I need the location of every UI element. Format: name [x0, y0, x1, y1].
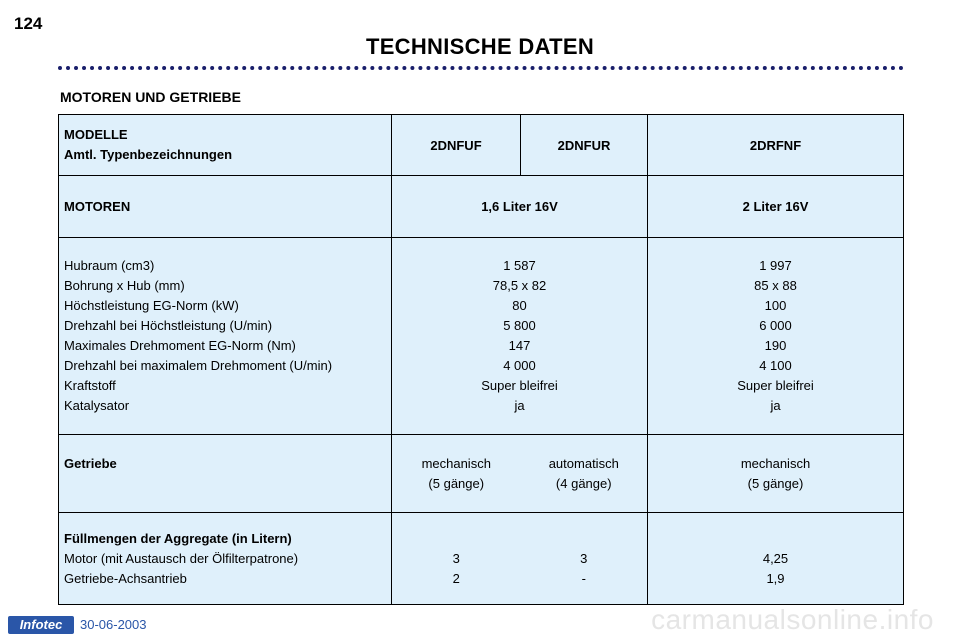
- spec-value: 78,5 x 82: [492, 278, 547, 293]
- gearbox-gears: (5 gänge): [747, 475, 804, 491]
- capacity-cell: [392, 513, 521, 605]
- capacity-value: 4,25: [762, 550, 789, 566]
- section-heading: MOTOREN UND GETRIEBE: [60, 89, 241, 105]
- engine-name: 1,6 Liter 16V: [481, 199, 558, 214]
- spec-value: 147: [508, 338, 531, 353]
- footer-date: 30-06-2003: [80, 617, 147, 632]
- spec-value: 4 100: [759, 358, 792, 373]
- model-code: 2DRFNF: [749, 137, 802, 153]
- infotec-logo: Infotec: [8, 616, 74, 634]
- gearbox-cell: [648, 435, 904, 513]
- capacities-heading: Füllmengen der Aggregate (in Litern): [64, 530, 292, 546]
- gearbox-cell: [392, 435, 521, 513]
- model-code: 2DNFUR: [557, 137, 611, 153]
- engine-name: 2 Liter 16V: [742, 199, 809, 214]
- gearbox-cell: [521, 435, 648, 513]
- spec-value: 6 000: [759, 318, 792, 333]
- gearbox-label: Getriebe: [64, 455, 117, 471]
- engine-cell: [392, 176, 648, 238]
- spec-value: 85 x 88: [754, 278, 797, 293]
- gearbox-type: mechanisch: [421, 455, 491, 471]
- engines-label: MOTOREN: [64, 199, 131, 214]
- engine-cell: [648, 176, 904, 238]
- dotted-divider: [58, 66, 904, 70]
- model-code-cell: [392, 115, 521, 176]
- gearbox-gears: (4 gänge): [555, 475, 612, 491]
- capacity-value: 1,9: [766, 570, 785, 586]
- spec-table: [58, 114, 904, 605]
- gearbox-type: automatisch: [548, 455, 619, 471]
- spec-value: Super bleifrei: [481, 378, 558, 393]
- engines-label-cell: [59, 176, 392, 238]
- capacity-label: Motor (mit Austausch der Ölfilterpatrone): [64, 550, 299, 566]
- capacity-value: 3: [452, 550, 460, 566]
- spec-value: 1 587: [503, 258, 536, 273]
- gearbox-type: mechanisch: [740, 455, 811, 471]
- spec-label: Drehzahl bei Höchstleistung (U/min): [64, 318, 273, 333]
- capacity-value: 3: [580, 550, 588, 566]
- spec-value: 4 000: [503, 358, 536, 373]
- engines-row: [59, 176, 904, 238]
- models-label: MODELLE: [64, 127, 128, 142]
- spec-value: 1 997: [759, 258, 792, 273]
- model-code-cell: [648, 115, 904, 176]
- specs-1-6-cell: [392, 238, 648, 435]
- watermark: carmanualsonline.info: [651, 604, 934, 635]
- models-row: [59, 115, 904, 176]
- spec-value: 100: [764, 298, 787, 313]
- capacity-cell: [521, 513, 648, 605]
- capacities-label-cell: [59, 513, 392, 605]
- models-label-cell: [59, 115, 392, 176]
- gearbox-gears: (5 gänge): [428, 475, 485, 491]
- spec-value: 80: [512, 298, 527, 313]
- spec-value: ja: [514, 398, 525, 413]
- spec-value: 5 800: [503, 318, 536, 333]
- specs-row: [59, 238, 904, 435]
- type-designation-label: Amtl. Typenbezeichnungen: [64, 147, 233, 162]
- spec-value: Super bleifrei: [737, 378, 814, 393]
- gearbox-row: [59, 435, 904, 513]
- spec-label: Katalysator: [64, 398, 130, 413]
- specs-label-cell: [59, 238, 392, 435]
- page-number: 124: [14, 14, 43, 33]
- spec-label: Höchstleistung EG-Norm (kW): [64, 298, 239, 313]
- page-title: TECHNISCHE DATEN: [365, 34, 595, 59]
- spec-label: Drehzahl bei maximalem Drehmoment (U/min): [64, 358, 333, 373]
- model-code: 2DNFUF: [430, 137, 482, 153]
- spec-label: Maximales Drehmoment EG-Norm (Nm): [64, 338, 296, 353]
- model-code-cell: [521, 115, 648, 176]
- gearbox-label-cell: [59, 435, 392, 513]
- spec-value: 190: [764, 338, 787, 353]
- capacity-value: 2: [452, 570, 460, 586]
- specs-2-0-cell: [648, 238, 904, 435]
- spec-label: Hubraum (cm3): [64, 258, 155, 273]
- capacity-cell: [648, 513, 904, 605]
- capacity-value: -: [581, 570, 586, 586]
- capacity-label: Getriebe-Achsantrieb: [64, 570, 187, 586]
- spec-value: ja: [770, 398, 781, 413]
- spec-label: Bohrung x Hub (mm): [64, 278, 185, 293]
- spec-label: Kraftstoff: [64, 378, 116, 393]
- capacities-row: [59, 513, 904, 605]
